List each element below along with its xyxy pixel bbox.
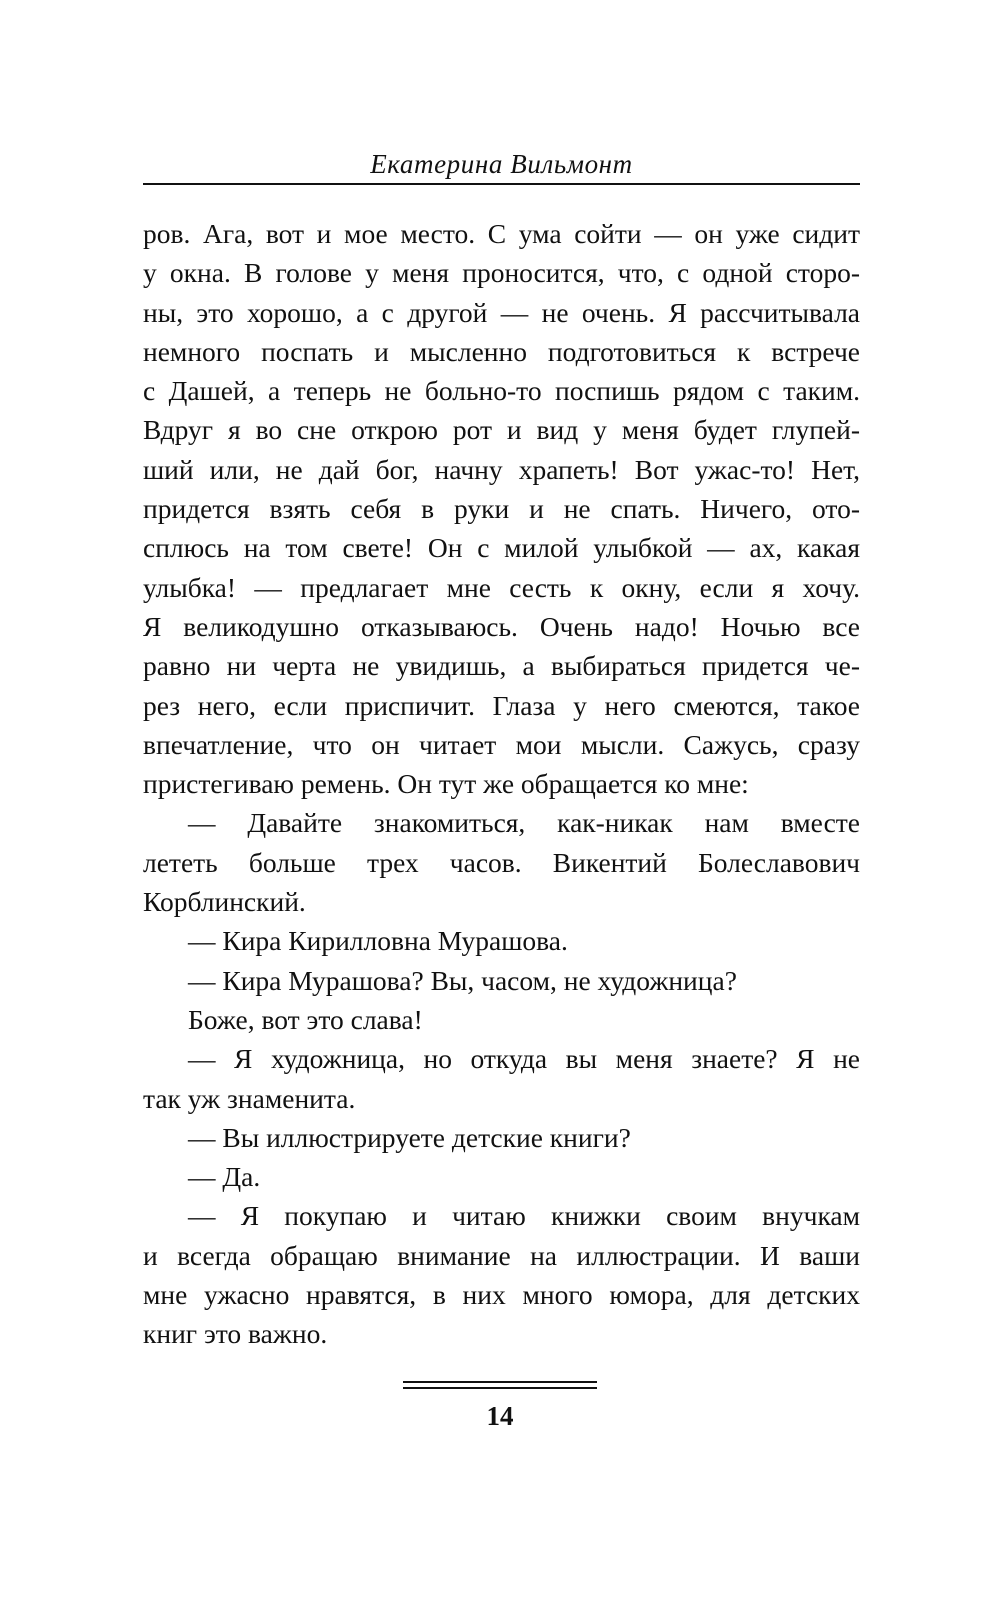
text-line: — Кира Кирилловна Мурашова. bbox=[188, 925, 568, 957]
text-line: — Я художница, но откуда вы меня знаете? Я не bbox=[188, 1043, 860, 1075]
text-line: пристегиваю ремень. Он тут же обращается ко мне: bbox=[143, 768, 749, 800]
text-line: с Дашей, а теперь не больно-то поспишь рядом с таким. bbox=[143, 375, 860, 407]
footer-rule-top bbox=[403, 1381, 597, 1383]
text-line: книг это важно. bbox=[143, 1318, 328, 1350]
text-line: ров. Ага, вот и мое место. С ума сойти — он уже сидит bbox=[143, 218, 860, 249]
text-line: Боже, вот это слава! bbox=[188, 1003, 423, 1035]
text-line: — Кира Мурашова? Вы, часом, не художница? bbox=[188, 964, 737, 996]
text-line: Корблинский. bbox=[143, 886, 306, 918]
text-line: ны, это хорошо, а с другой — не очень. Я рассчитывала bbox=[143, 296, 860, 328]
text-line: у окна. В голове у меня проносится, что, с одной сторо- bbox=[143, 257, 860, 289]
text-line: и всегда обращаю внимание на иллюстрации. И ваши bbox=[143, 1239, 860, 1271]
text-line: впечатление, что он читает мои мысли. Сажусь, сразу bbox=[143, 728, 860, 760]
text-line: ший или, не дай бог, начну храпеть! Вот ужас-то! Нет, bbox=[143, 453, 860, 485]
text-line: сплюсь на том свете! Он с милой улыбкой — ах, какая bbox=[143, 532, 860, 564]
page-body bbox=[143, 214, 860, 1354]
running-header: Екатерина Вильмонт bbox=[370, 149, 633, 179]
text-line: мне ужасно нравятся, в них много юмора, для детских bbox=[143, 1279, 860, 1311]
text-line: придется взять себя в руки и не спать. Ничего, ото- bbox=[143, 493, 860, 525]
text-line: Вдруг я во сне открою рот и вид у меня будет глупей- bbox=[143, 414, 860, 446]
text-line: — Давайте знакомиться, как-никак нам вместе bbox=[188, 807, 860, 839]
text-line: — Я покупаю и читаю книжки своим внучкам bbox=[188, 1200, 860, 1232]
text-line: рез него, если приспичит. Глаза у него смеются, такое bbox=[143, 689, 860, 721]
footer-rule-bottom bbox=[403, 1387, 597, 1389]
text-line: — Да. bbox=[188, 1161, 261, 1193]
header-rule bbox=[143, 183, 860, 185]
text-line: улыбка! — предлагает мне сесть к окну, если я хочу. bbox=[143, 571, 860, 603]
text-line: равно ни черта не увидишь, а выбираться придется че- bbox=[143, 650, 860, 682]
text-line: так уж знаменита. bbox=[143, 1082, 356, 1114]
text-line: Я великодушно отказываюсь. Очень надо! Ночью все bbox=[143, 610, 860, 642]
text-line: немного поспать и мысленно подготовиться к встрече bbox=[143, 335, 860, 367]
text-line: — Вы иллюстрируете детские книги? bbox=[188, 1121, 631, 1153]
page-number: 14 bbox=[486, 1401, 514, 1431]
text-line: лететь больше трех часов. Викентий Болеславович bbox=[143, 846, 860, 878]
